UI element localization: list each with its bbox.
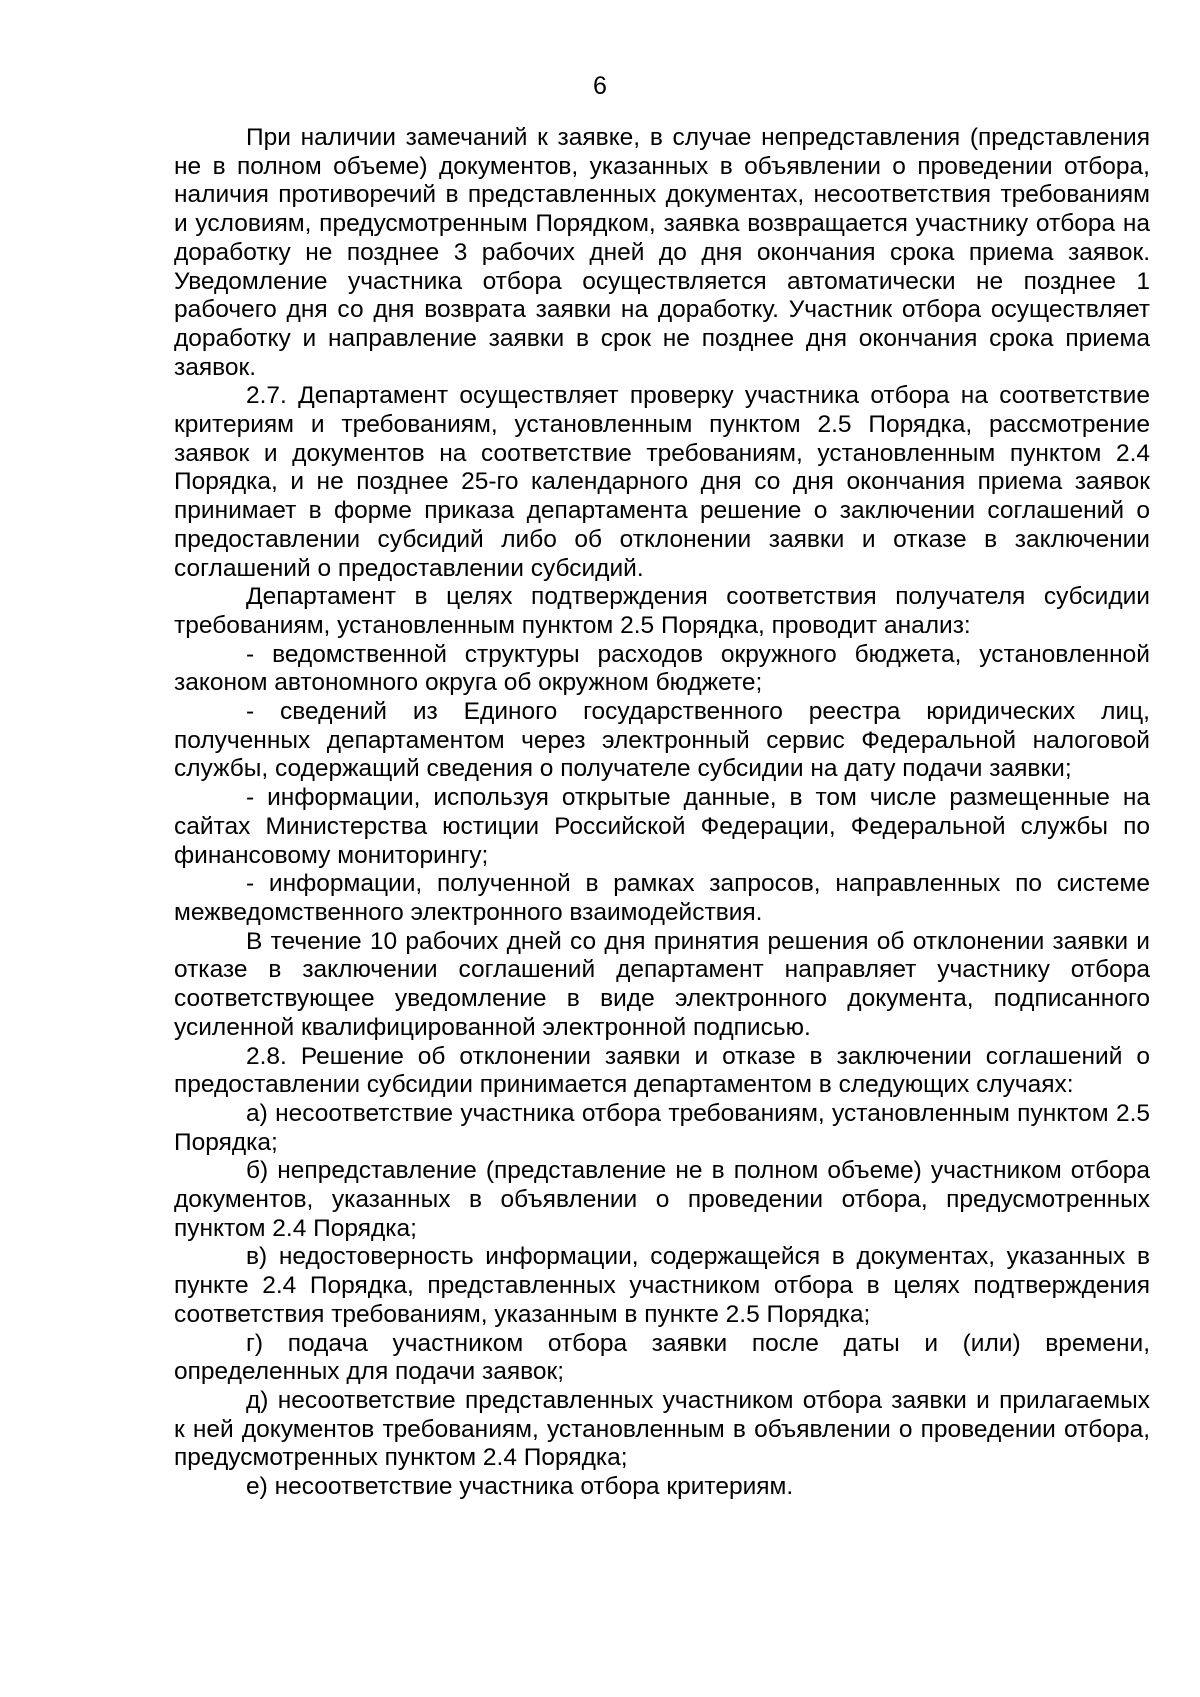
list-item-g: г) подача участником отбора заявки после даты и (или) времени, определенных для подачи заявок; (174, 1329, 1150, 1386)
document-body (174, 124, 1150, 1502)
paragraph-2-7: 2.7. Департамент осуществляет проверку участника отбора на соответствие критериям и требованиям, установленным пунктом 2.5 Порядка, рассмотрение заявок и документов на соответствие требованиям, установленным пунктом 2.4 Порядка, и не позднее 25-го календарного дня со дня окончания приема заявок принимает в форме приказа департамента решение о заключении соглашений о предоставлении субсидий либо об отклонении заявки и отказе в заключении соглашений о предоставлении субсидий. (174, 382, 1150, 582)
list-item-v: в) недостоверность информации, содержащейся в документах, указанных в пункте 2.4 Порядка, представленных участником отбора в целях подтверждения соответствия требованиям, указанным в пункте 2.5 Порядка; (174, 1243, 1150, 1328)
list-item-b: б) непредставление (представление не в полном объеме) участником отбора документов, указанных в объявлении о проведении отбора, предусмотренных пунктом 2.4 Порядка; (174, 1157, 1150, 1242)
list-item-interagency: - информации, полученной в рамках запросов, направленных по системе межведомственного электронного взаимодействия. (174, 870, 1150, 926)
list-item-e: е) несоответствие участника отбора критериям. (246, 1473, 794, 1501)
list-item-d: д) несоответствие представленных участником отбора заявки и прилагаемых к ней документов требованиям, установленным в объявлении о проведении отбора, предусмотренных пунктом 2.4 Порядка; (174, 1386, 1150, 1472)
paragraph-notification: В течение 10 рабочих дней со дня принятия решения об отклонении заявки и отказе в заключении соглашений департамент направляет участнику отбора соответствующее уведомление в виде электронного документа, подписанного усиленной квалифицированной электронной подписью. (174, 927, 1150, 1041)
list-item-egrul: - сведений из Единого государственного реестра юридических лиц, полученных департаментом через электронный сервис Федеральной налоговой службы, содержащий сведения о получателе субсидии на дату подачи заявки; (174, 698, 1150, 783)
paragraph-analysis-intro: Департамент в целях подтверждения соответствия получателя субсидии требованиям, установленным пунктом 2.5 Порядка, проводит анализ: (174, 583, 1150, 639)
page-number: 6 (593, 72, 607, 100)
paragraph-2-8: 2.8. Решение об отклонении заявки и отказе в заключении соглашений о предоставлении субсидии принимается департаментом в следующих случаях: (174, 1042, 1150, 1099)
list-item-budget-structure: - ведомственной структуры расходов окружного бюджета, установленной законом автономного округа об окружном бюджете; (174, 640, 1150, 697)
list-item-a: а) несоответствие участника отбора требованиям, установленным пунктом 2.5 Порядка; (174, 1099, 1150, 1156)
list-item-open-data: - информации, используя открытые данные, в том числе размещенные на сайтах Министерства юстиции Российской Федерации, Федеральной службы по финансовому мониторингу; (174, 784, 1150, 869)
paragraph-remarks-return: При наличии замечаний к заявке, в случае непредставления (представления не в полном объеме) документов, указанных в объявлении о проведении отбора, наличия противоречий в представленных документах, несоответствия требованиям и условиям, предусмотренным Порядком, заявка возвращается участнику отбора на доработку не позднее 3 рабочих дней до дня окончания срока приема заявок. Уведомление участника отбора осуществляется автоматически не позднее 1 рабочего дня со дня возврата заявки на доработку. Участник отбора осуществляет доработку и направление заявки в срок не позднее дня окончания срока приема заявок. (174, 124, 1150, 381)
